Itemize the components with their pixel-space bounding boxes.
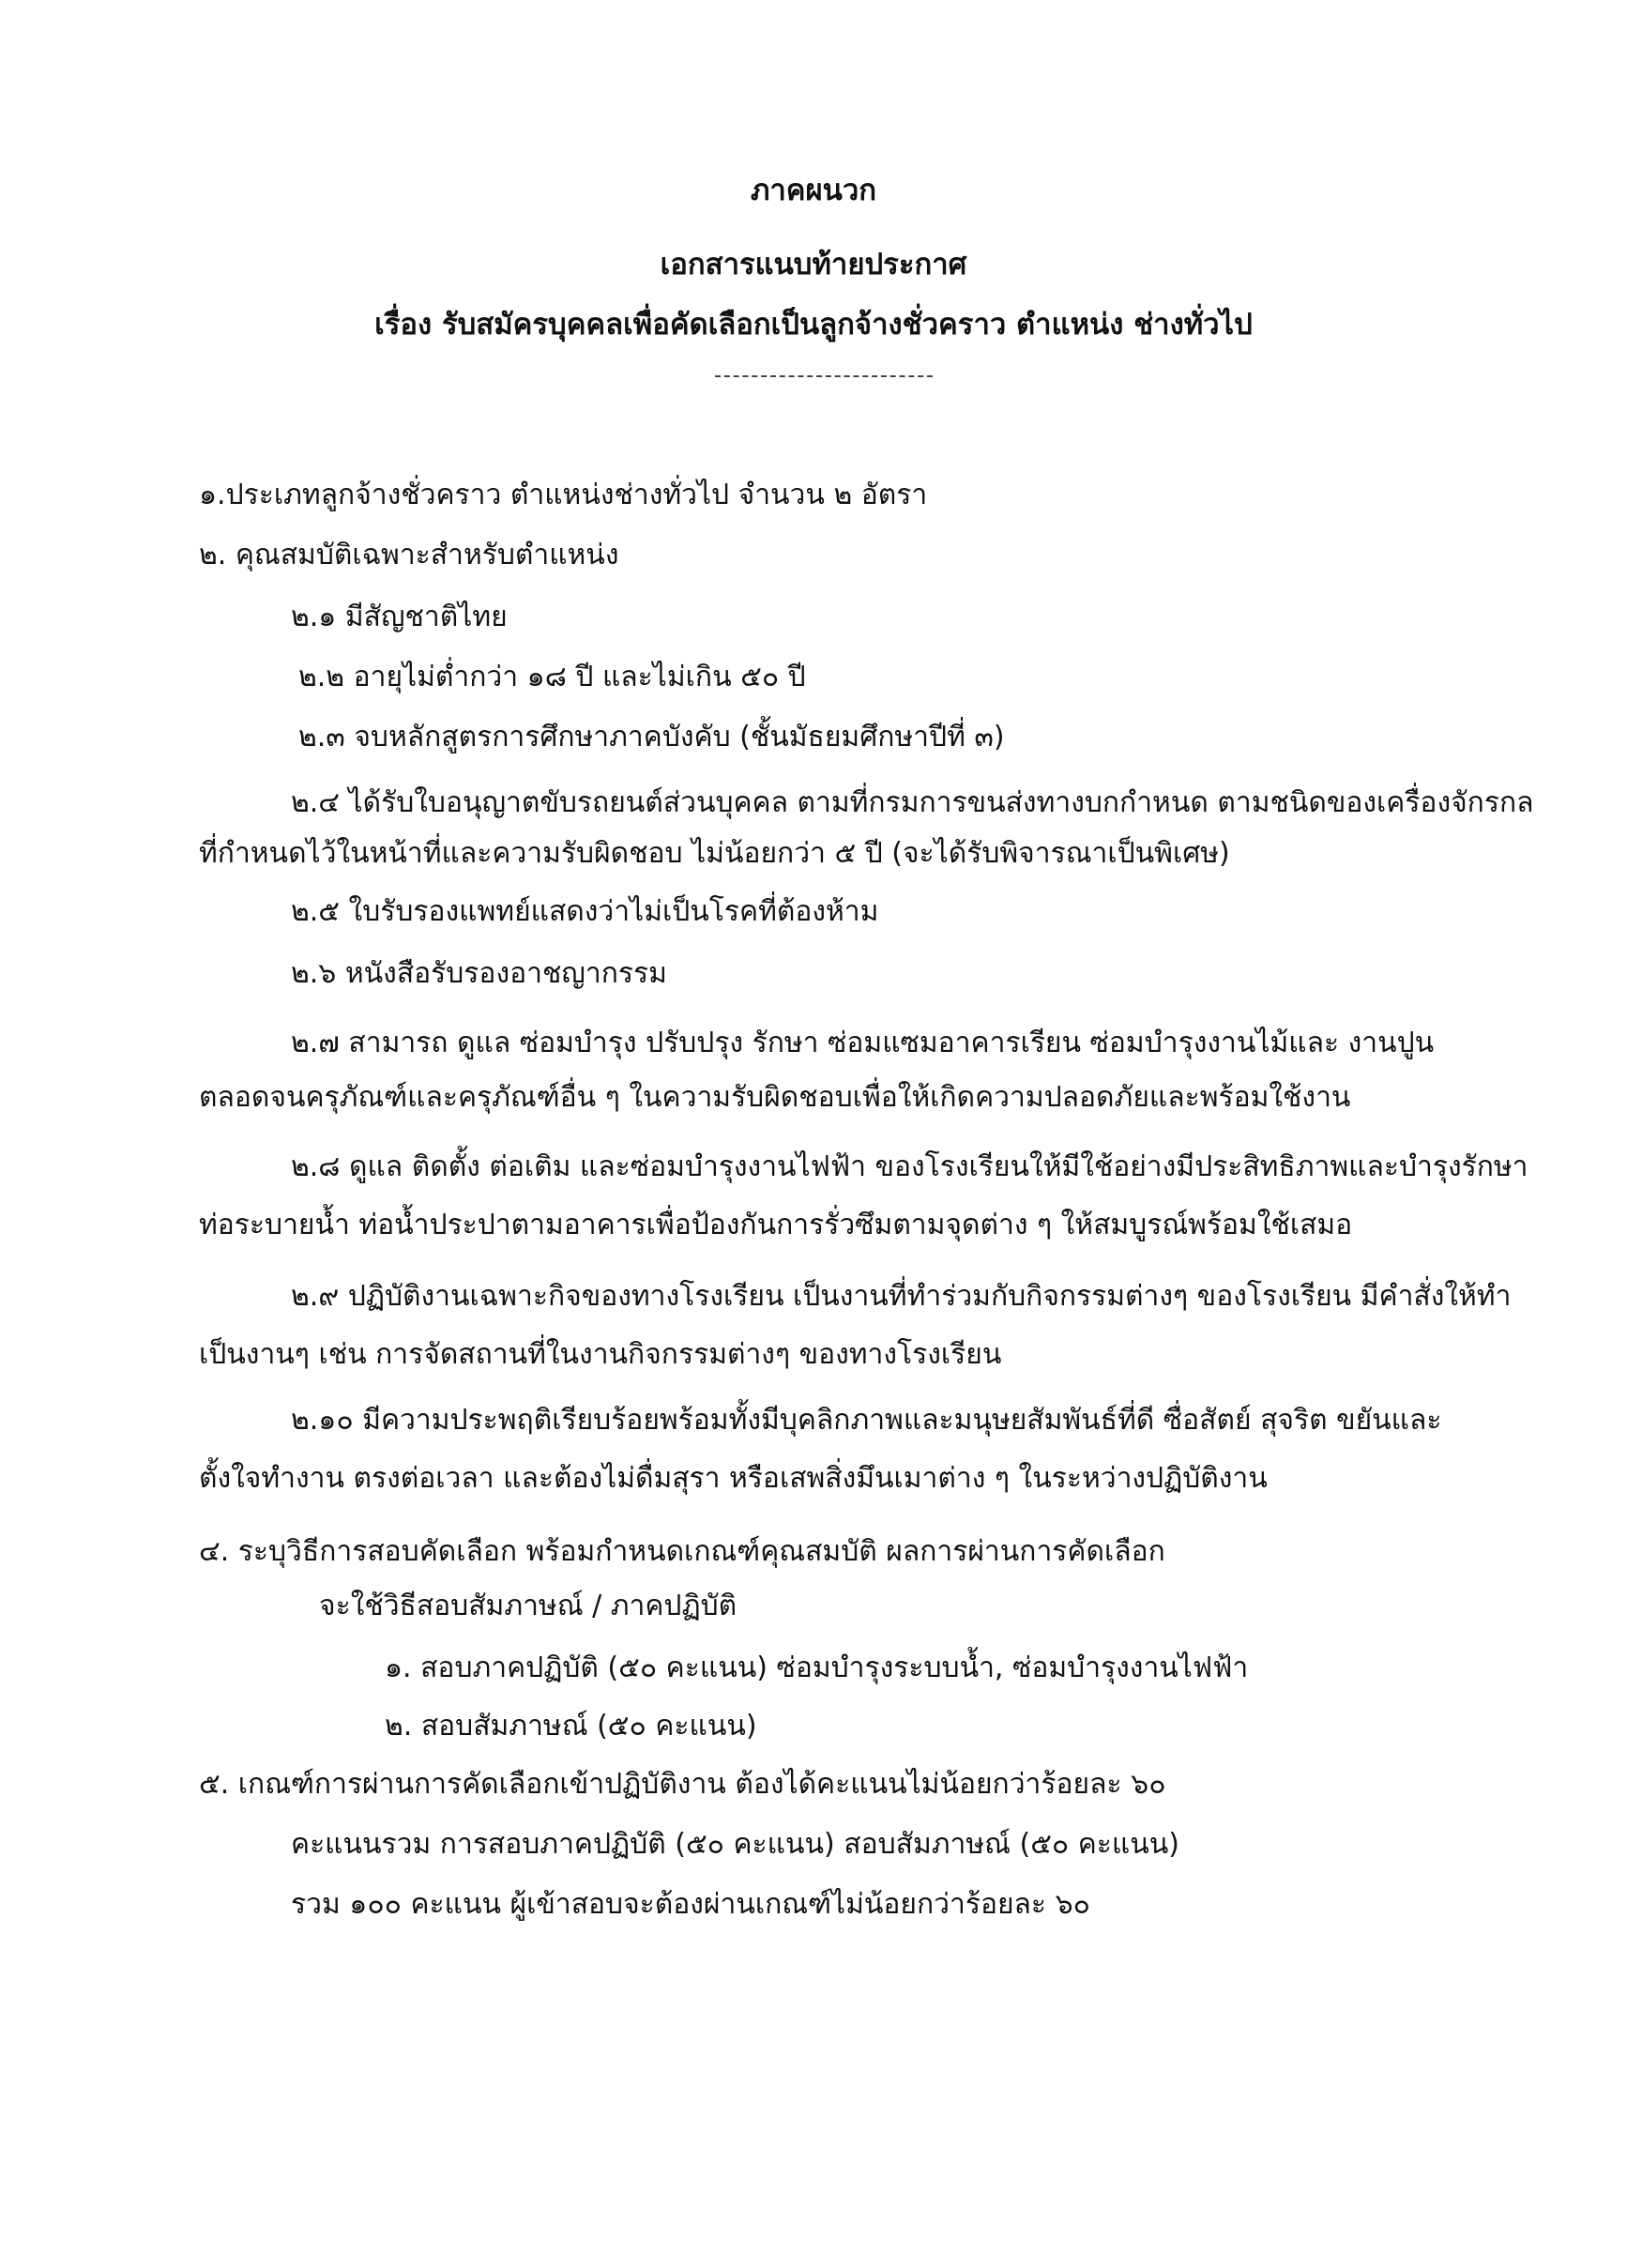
item-2-9-special-duties: ๒.๙ ปฏิบัติงานเฉพาะกิจของทางโรงเรียน เป็นงานที่ทำร่วมกับกิจกรรมต่างๆ ของโรงเรียน มีคำสั่งให้ทำ	[291, 1280, 1512, 1313]
document-subtitle: เอกสารแนบท้ายประกาศ	[660, 248, 967, 282]
item-2-1-nationality: ๒.๑ มีสัญชาติไทย	[291, 601, 508, 633]
item-5-pass-criteria: ๕. เกณฑ์การผ่านการคัดเลือกเข้าปฏิบัติงาน ต้องได้คะแนนไม่น้อยกว่าร้อยละ ๖๐	[199, 1768, 1166, 1801]
item-2-4-license-cont: ที่กำหนดไว้ในหน้าที่และความรับผิดชอบ ไม่น้อยกว่า ๕ ปี (จะได้รับพิจารณาเป็นพิเศษ)	[199, 837, 1230, 870]
item-4-method-type: จะใช้วิธีสอบสัมภาษณ์ / ภาคปฏิบัติ	[319, 1590, 737, 1622]
item-4-2-interview: ๒. สอบสัมภาษณ์ (๕๐ คะแนน)	[385, 1710, 757, 1743]
item-2-10-conduct: ๒.๑๐ มีความประพฤติเรียบร้อยพร้อมทั้งมีบุคลิกภาพและมนุษยสัมพันธ์ที่ดี ซื่อสัตย์ สุจริต ขยันและ	[291, 1404, 1442, 1437]
item-2-7-maintenance-cont: ตลอดจนครุภัณฑ์และครุภัณฑ์อื่น ๆ ในความรับผิดชอบเพื่อให้เกิดความปลอดภัยและพร้อมใช้งาน	[199, 1081, 1351, 1114]
document-subject: เรื่อง รับสมัครบุคคลเพื่อคัดเลือกเป็นลูกจ้างชั่วคราว ตำแหน่ง ช่างทั่วไป	[374, 308, 1253, 342]
item-2-7-maintenance: ๒.๗ สามารถ ดูแล ซ่อมบำรุง ปรับปรุง รักษา ซ่อมแซมอาคารเรียน ซ่อมบำรุงงานไม้และ งานปูน	[291, 1027, 1435, 1059]
item-2-8-electrical: ๒.๘ ดูแล ติดตั้ง ต่อเติม และซ่อมบำรุงงานไฟฟ้า ของโรงเรียนให้มีใช้อย่างมีประสิทธิภาพและบำรุงรักษา	[291, 1150, 1528, 1183]
item-4-1-practical-test: ๑. สอบภาคปฏิบัติ (๕๐ คะแนน) ซ่อมบำรุงระบบน้ำ, ซ่อมบำรุงงานไฟฟ้า	[385, 1652, 1249, 1684]
item-2-6-criminal-record: ๒.๖ หนังสือรับรองอาชญากรรม	[291, 957, 667, 990]
item-2-4-license: ๒.๔ ได้รับใบอนุญาตขับรถยนต์ส่วนบุคคล ตามที่กรมการขนส่งทางบกกำหนด ตามชนิดของเครื่องจักรกล	[291, 786, 1534, 819]
item-2-2-age: ๒.๒ อายุไม่ต่ำกว่า ๑๘ ปี และไม่เกิน ๕๐ ปี	[298, 661, 806, 693]
item-2-10-conduct-cont: ตั้งใจทำงาน ตรงต่อเวลา และต้องไม่ดื่มสุรา หรือเสพสิ่งมึนเมาต่าง ๆ ในระหว่างปฏิบัติงาน	[199, 1462, 1268, 1495]
item-2-5-medical: ๒.๕ ใบรับรองแพทย์แสดงว่าไม่เป็นโรคที่ต้องห้าม	[291, 895, 879, 928]
item-2-3-education: ๒.๓ จบหลักสูตรการศึกษาภาคบังคับ (ชั้นมัธยมศึกษาปีที่ ๓)	[298, 721, 1005, 753]
item-2-9-special-duties-cont: เป็นงานๆ เช่น การจัดสถานที่ในงานกิจกรรมต่างๆ ของทางโรงเรียน	[199, 1338, 1002, 1371]
item-2-qualifications-heading: ๒. คุณสมบัติเฉพาะสำหรับตำแหน่ง	[199, 539, 619, 571]
item-5-total-score: รวม ๑๐๐ คะแนน ผู้เข้าสอบจะต้องผ่านเกณฑ์ไม่น้อยกว่าร้อยละ ๖๐	[291, 1888, 1090, 1921]
document-title: ภาคผนวก	[750, 174, 877, 207]
header-divider	[715, 375, 933, 377]
item-4-selection-method: ๔. ระบุวิธีการสอบคัดเลือก พร้อมกำหนดเกณฑ์คุณสมบัติ ผลการผ่านการคัดเลือก	[199, 1535, 1165, 1568]
item-5-score-breakdown: คะแนนรวม การสอบภาคปฏิบัติ (๕๐ คะแนน) สอบสัมภาษณ์ (๕๐ คะแนน)	[291, 1828, 1179, 1861]
item-1-position-count: ๑.ประเภทลูกจ้างชั่วคราว ตำแหน่งช่างทั่วไป จำนวน ๒ อัตรา	[199, 479, 928, 511]
item-2-8-electrical-cont: ท่อระบายน้ำ ท่อน้ำประปาตามอาคารเพื่อป้องกันการรั่วซึมตามจุดต่าง ๆ ให้สมบูรณ์พร้อมใช้เสมอ	[199, 1209, 1353, 1241]
